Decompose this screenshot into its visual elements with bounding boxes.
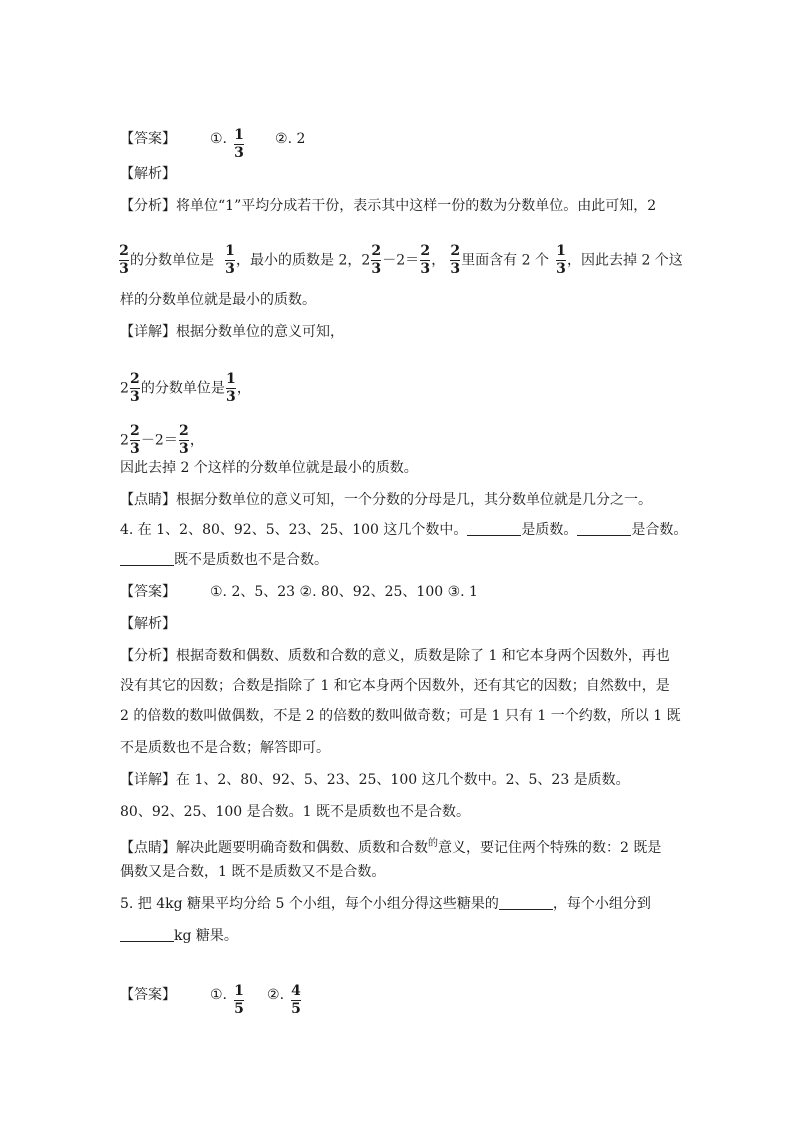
q4-jiexi-label: 【解析】 (120, 616, 176, 632)
answer-blank[interactable] (120, 927, 174, 942)
fenxi-text: 根据奇数和偶数、质数和合数的意义，质数是除了 1 和它本身两个因数外，再也 (176, 648, 670, 664)
question-text: 是合数。 (631, 522, 688, 538)
fraction-1-3 (225, 244, 235, 277)
answer-1-fraction (234, 984, 244, 1017)
q4-question-line2 (120, 550, 328, 570)
answer-label: 【答案】 (120, 987, 176, 1003)
fraction-numerator: 2 (450, 243, 461, 259)
fenxi-label: 【分析】 (120, 648, 176, 664)
fraction-numerator: 2 (119, 243, 129, 259)
whole-number: 2 (120, 432, 129, 449)
fraction-2-3 (130, 424, 140, 457)
fraction-numerator: 1 (234, 983, 244, 999)
fraction-2-3 (420, 244, 430, 277)
q3-detail-line3: 因此去掉 2 个这样的分数单位就是最小的质数。 (120, 460, 418, 476)
question-text: ，每个小组分到 (552, 896, 651, 912)
answers-text: ①. 2、5、23 ②. 80、92、25、100 ③. 1 (210, 584, 478, 600)
answer-blank[interactable] (467, 521, 521, 536)
fraction-numerator: 2 (420, 243, 431, 259)
answer-2-marker: ②. (267, 987, 285, 1003)
fraction-denominator: 3 (178, 441, 189, 457)
fraction-2-3 (450, 244, 460, 277)
q5-question-line2 (120, 926, 238, 946)
q4-dianjing-line1 (120, 834, 661, 854)
q3-fenxi-line3: 样的分数单位就是最小的质数。 (120, 292, 316, 308)
answer-1-marker: ①. (210, 131, 228, 147)
fraction-numerator: 1 (226, 371, 236, 387)
fraction-denominator: 3 (371, 261, 382, 277)
fraction-denominator: 3 (420, 261, 431, 277)
fraction-denominator: 3 (119, 261, 129, 277)
answer-label: 【答案】 (120, 584, 176, 600)
fraction-denominator: 3 (225, 261, 235, 277)
text-segment: ， (431, 252, 446, 269)
whole-number: 2 (120, 380, 129, 397)
q4-fenxi-line3: 2 的倍数的数叫做偶数，不是 2 的倍数的数叫做奇数；可是 1 只有 1 一个约数，所以 1 既 (120, 708, 681, 724)
fraction-denominator: 5 (234, 1001, 244, 1017)
fraction-numerator: 2 (371, 243, 382, 259)
q4-question-line1 (120, 520, 687, 540)
answer-blank[interactable] (577, 521, 631, 536)
fraction-denominator: 5 (291, 1001, 301, 1017)
fraction-numerator: 4 (291, 983, 301, 999)
fraction-numerator: 1 (556, 243, 566, 259)
fraction-numerator: 2 (130, 371, 140, 387)
text-segment: ，最小的质数是 2，2 (236, 252, 371, 269)
dianjing-text: 的 (428, 838, 438, 849)
xiangjie-label: 【详解】 (120, 772, 176, 788)
fraction-denominator: 3 (130, 389, 140, 405)
answer-2: ②. 2 (275, 131, 306, 147)
text-segment: 里面含有 2 个 (461, 252, 549, 269)
answer-1-fraction (234, 128, 244, 161)
answer-label: 【答案】 (120, 131, 176, 147)
question-text: 既不是质数也不是合数。 (174, 552, 328, 568)
q3-answer-line (120, 127, 306, 161)
q5-answer-line (120, 983, 302, 1017)
fraction-denominator: 3 (556, 261, 566, 277)
fraction-2-3 (371, 244, 381, 277)
text-segment: ， (189, 432, 204, 449)
q4-xiangjie-line1 (120, 770, 630, 790)
text-segment: －2＝ (140, 432, 178, 449)
dianjing-label: 【点睛】 (120, 492, 176, 508)
answer-1-marker: ①. (210, 987, 228, 1003)
q3-xiangjie-line (120, 322, 344, 342)
dianjing-text: 意义，要记住两个特殊的数：2 既是 (438, 840, 662, 856)
xiangjie-label: 【详解】 (120, 324, 176, 340)
q3-detail-line1 (120, 371, 251, 405)
q4-fenxi-line2: 没有其它的因数；合数是指除了 1 和它本身两个因数外，还有其它的因数；自然数中，是 (120, 678, 670, 694)
fraction-2-3 (179, 424, 189, 457)
question-text: 4. 在 1、2、80、92、5、23、25、100 这几个数中。 (120, 522, 468, 538)
dianjing-label: 【点睛】 (120, 840, 176, 856)
q4-fenxi-line4: 不是质数也不是合数；解答即可。 (120, 740, 330, 756)
fenxi-text: 将单位“1”平均分成若干份，表示其中这样一份的数为分数单位。由此可知，2 (176, 198, 657, 214)
fraction-1-3 (226, 372, 236, 405)
q5-question-line1 (120, 894, 651, 914)
dianjing-text: 解决此题要明确奇数和偶数、质数和合数 (176, 840, 428, 856)
answer-2-fraction (291, 984, 301, 1017)
answer-blank[interactable] (120, 551, 174, 566)
q3-fenxi-line2 (118, 243, 683, 277)
q3-detail-line2 (120, 423, 204, 457)
q3-jiexi-label: 【解析】 (120, 166, 176, 182)
text-segment: 的分数单位是 (140, 380, 225, 397)
fraction-denominator: 3 (234, 145, 244, 161)
xiangjie-text: 根据分数单位的意义可知， (176, 324, 344, 340)
fraction-numerator: 1 (225, 243, 235, 259)
q3-dianjing-line (120, 490, 652, 510)
fraction-denominator: 3 (450, 261, 461, 277)
text-segment: 的分数单位是 (130, 252, 214, 269)
fraction-1-3 (556, 244, 566, 277)
fraction-numerator: 2 (130, 423, 140, 439)
text-segment: ， (236, 380, 251, 397)
q3-fenxi-line1 (120, 196, 656, 216)
fraction-denominator: 3 (130, 441, 140, 457)
q4-xiangjie-line2: 80、92、25、100 是合数。1 既不是质数也不是合数。 (120, 804, 470, 820)
xiangjie-text: 在 1、2、80、92、5、23、25、100 这几个数中。2、5、23 是质数。 (176, 772, 630, 788)
q4-fenxi-line1 (120, 646, 670, 666)
dianjing-text: 根据分数单位的意义可知，一个分数的分母是几，其分数单位就是几分之一。 (176, 492, 652, 508)
fenxi-label: 【分析】 (120, 198, 176, 214)
fraction-denominator: 3 (226, 389, 236, 405)
question-text: 5. 把 4kg 糖果平均分给 5 个小组，每个小组分得这些糖果的 (120, 896, 499, 912)
q4-answer-line (120, 582, 478, 602)
fraction-numerator: 2 (178, 423, 189, 439)
fraction-numerator: 1 (234, 127, 244, 143)
fraction-2-3 (130, 372, 140, 405)
text-segment: －2＝ (382, 252, 420, 269)
answer-blank[interactable] (499, 895, 553, 910)
question-text: kg 糖果。 (174, 928, 238, 944)
q4-dianjing-line2: 偶数又是合数，1 既不是质数又不是合数。 (120, 864, 386, 880)
question-text: 是质数。 (521, 522, 578, 538)
fraction-2-3 (119, 244, 129, 277)
text-segment: ，因此去掉 2 个这 (567, 252, 683, 269)
